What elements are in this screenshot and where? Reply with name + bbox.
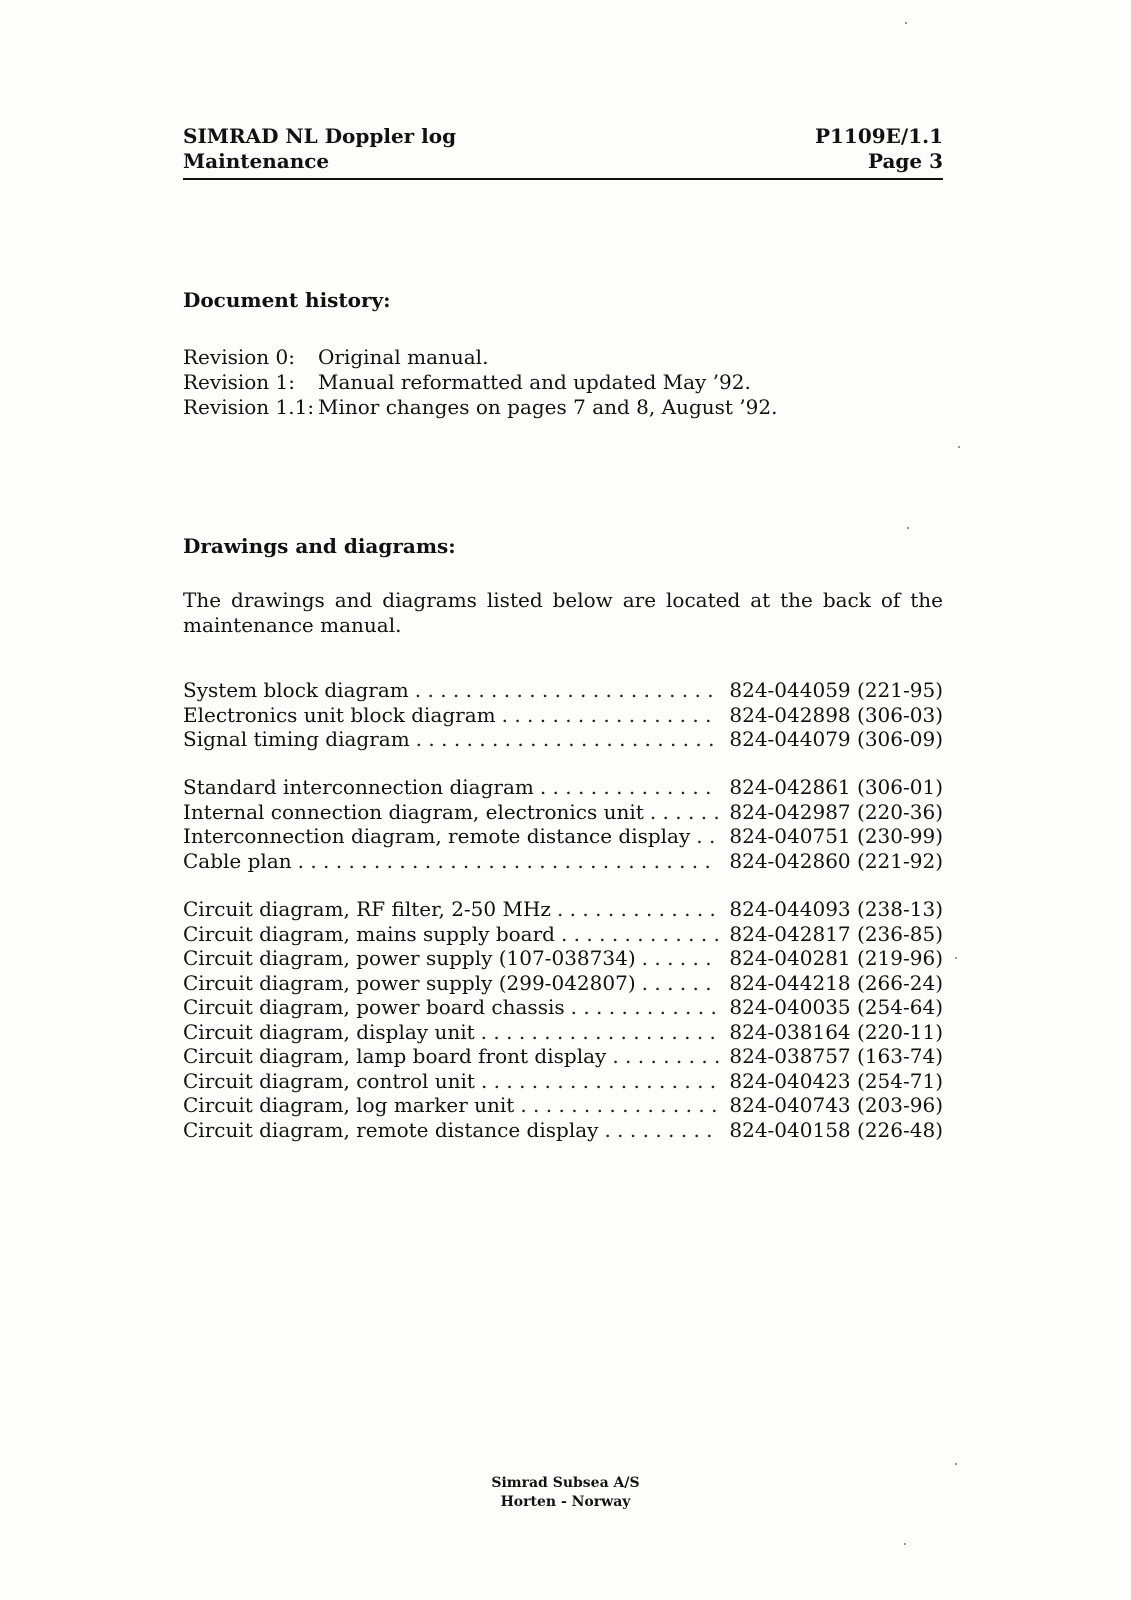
drawing-title: Signal timing diagram — [183, 727, 410, 751]
drawing-row — [183, 703, 943, 728]
drawing-title: Circuit diagram, RF filter, 2-50 MHz — [183, 897, 551, 921]
drawing-title: Circuit diagram, display unit — [183, 1019, 475, 1044]
drawing-number: 824-044093 (238-13) — [729, 897, 943, 921]
dot-leader — [696, 824, 719, 849]
dot-leader — [502, 703, 720, 728]
drawing-row — [183, 1118, 943, 1143]
drawing-number: 824-044218 (266-24) — [729, 970, 943, 995]
drawings-group-3 — [183, 897, 943, 1142]
drawing-number: 824-042987 (220-36) — [729, 799, 943, 824]
header-doc-number: P1109E/1.1 — [814, 124, 943, 148]
drawing-title: Circuit diagram, power supply (299-042807) — [183, 970, 636, 995]
drawing-title: Internal connection diagram, electronics unit — [183, 799, 644, 824]
drawing-row — [183, 1044, 943, 1069]
drawing-number: 824-040281 (219-96) — [729, 946, 943, 970]
dot-leader — [416, 727, 720, 752]
drawing-title: Standard interconnection diagram — [183, 775, 534, 799]
scan-speck — [958, 446, 960, 448]
drawings-intro: The drawings and diagrams listed below are located at the back of the maintenance manual. — [183, 588, 943, 637]
scan-speck — [907, 527, 909, 529]
dot-leader — [571, 995, 720, 1020]
drawing-number: 824-038757 (163-74) — [729, 1044, 943, 1068]
drawing-row — [183, 922, 943, 947]
history-row — [183, 370, 777, 395]
dot-leader — [481, 1020, 720, 1045]
scan-speck — [955, 957, 957, 959]
drawing-number: 824-040035 (254-64) — [729, 995, 943, 1019]
drawing-number: 824-042860 (221-92) — [729, 848, 943, 873]
dot-leader — [540, 775, 720, 800]
drawing-row — [183, 946, 943, 971]
drawing-number: 824-044079 (306-09) — [729, 727, 943, 751]
drawing-row — [183, 1020, 943, 1045]
drawing-title: Interconnection diagram, remote distance display — [183, 824, 691, 848]
history-rev: Revision 1: — [183, 370, 295, 394]
history-text: Manual reformatted and updated May ’92. — [318, 370, 751, 394]
dot-leader — [520, 1093, 719, 1118]
drawing-number: 824-040751 (230-99) — [729, 824, 943, 848]
dot-leader — [650, 800, 720, 825]
drawing-title: Electronics unit block diagram — [183, 702, 496, 727]
page-header — [183, 124, 943, 180]
dot-leader — [557, 897, 719, 922]
header-title — [183, 124, 456, 174]
header-page-number: Page 3 — [867, 149, 943, 173]
dot-leader — [642, 946, 720, 971]
drawing-title: Circuit diagram, log marker unit — [183, 1093, 515, 1117]
scan-speck — [905, 22, 907, 24]
header-title-line2: Maintenance — [183, 149, 330, 173]
history-rev: Revision 0: — [183, 345, 295, 369]
drawing-row — [183, 800, 943, 825]
drawing-row — [183, 1093, 943, 1118]
drawing-number: 824-042861 (306-01) — [729, 775, 943, 799]
page-footer — [0, 1474, 1131, 1512]
dot-leader — [415, 678, 720, 703]
drawing-row — [183, 1069, 943, 1094]
drawing-title: Circuit diagram, mains supply board — [183, 921, 555, 946]
scan-speck — [955, 1463, 957, 1465]
drawing-title: Cable plan — [183, 848, 292, 873]
history-row — [183, 395, 777, 420]
drawing-row — [183, 824, 943, 849]
drawing-number: 824-040743 (203-96) — [729, 1093, 943, 1117]
drawing-row — [183, 971, 943, 996]
drawing-number: 824-040423 (254-71) — [729, 1068, 943, 1093]
drawing-number: 824-044059 (221-95) — [729, 678, 943, 702]
drawing-title: System block diagram — [183, 678, 409, 702]
drawing-number: 824-038164 (220-11) — [729, 1019, 943, 1044]
footer-company: Simrad Subsea A/S — [491, 1475, 640, 1491]
history-heading: Document history: — [183, 288, 391, 312]
drawing-title: Circuit diagram, control unit — [183, 1068, 475, 1093]
drawing-number: 824-040158 (226-48) — [729, 1117, 943, 1142]
drawing-number: 824-042817 (236-85) — [729, 921, 943, 946]
drawing-row — [183, 775, 943, 800]
drawing-row — [183, 995, 943, 1020]
drawings-group-2 — [183, 775, 943, 873]
history-text: Original manual. — [318, 345, 489, 369]
history-row — [183, 345, 777, 370]
dot-leader — [604, 1118, 719, 1143]
drawing-title: Circuit diagram, power supply (107-038734) — [183, 946, 636, 970]
dot-leader — [612, 1044, 719, 1069]
dot-leader — [481, 1069, 719, 1094]
dot-leader — [561, 922, 719, 947]
dot-leader — [642, 971, 720, 996]
drawing-title: Circuit diagram, lamp board front display — [183, 1044, 607, 1068]
history-text: Minor changes on pages 7 and 8, August ’92. — [318, 395, 778, 419]
history-list — [183, 345, 777, 420]
footer-location: Horten - Norway — [500, 1494, 631, 1510]
drawings-group-1 — [183, 678, 943, 752]
drawing-row — [183, 678, 943, 703]
history-rev: Revision 1.1: — [183, 395, 315, 419]
drawings-heading: Drawings and diagrams: — [183, 534, 456, 558]
dot-leader — [298, 849, 720, 874]
drawing-number: 824-042898 (306-03) — [729, 702, 943, 727]
drawing-title: Circuit diagram, remote distance display — [183, 1117, 599, 1142]
drawing-title: Circuit diagram, power board chassis — [183, 995, 565, 1019]
header-doc-info — [815, 124, 943, 174]
drawing-row — [183, 897, 943, 922]
scan-speck — [904, 1543, 906, 1545]
drawing-row — [183, 849, 943, 874]
drawing-row — [183, 727, 943, 752]
header-title-line1: SIMRAD NL Doppler log — [183, 124, 457, 148]
